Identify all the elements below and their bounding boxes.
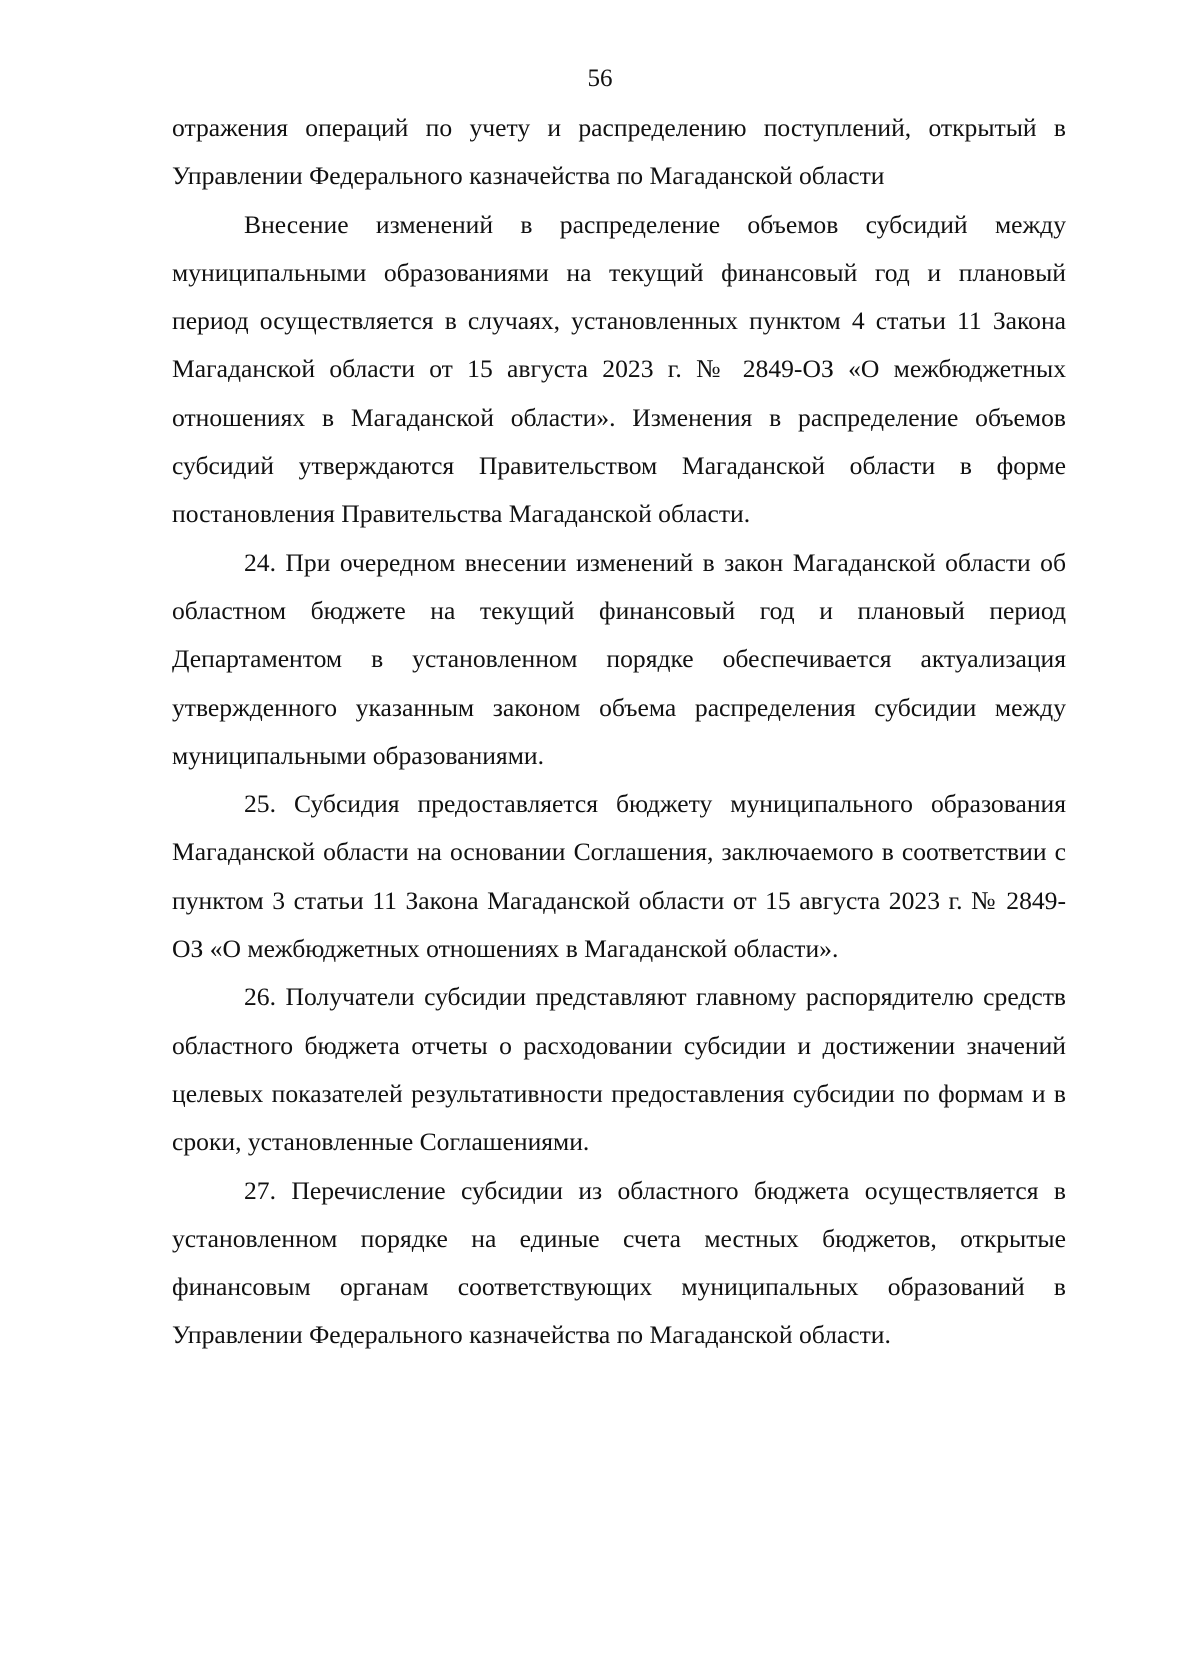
paragraph-26: 26. Получатели субсидии представляют главному распорядителю средств областного бюджета отчеты о расходовании субсидии и достижении значений целевых показателей результативности предоставления субсидии по формам и в сроки, установленные Соглашениями.: [172, 982, 1066, 1157]
paragraph-27: 27. Перечисление субсидии из областного бюджета осуществляется в установленном порядке на единые счета местных бюджетов, открытые финансовым органам соответствующих муниципальных образований в Управлении Федерального казначейства по Магаданской области.: [172, 1175, 1066, 1350]
paragraph-25: 25. Субсидия предоставляется бюджету муниципального образования Магаданской области на основании Соглашения, заключаемого в соответствии с пунктом 3 статьи 11 Закона Магаданской области от 15 августа 2023 г. № 2849-ОЗ «О межбюджетных отношениях в Магаданской области».: [172, 789, 1066, 964]
page-number: 56: [587, 65, 613, 92]
document-body: [172, 104, 1066, 1360]
paragraph-continuation: отражения операций по учету и распределению поступлений, открытый в Управлении Федерального казначейства по Магаданской области: [172, 113, 1066, 191]
paragraph-24: 24. При очередном внесении изменений в закон Магаданской области об областном бюджете на текущий финансовый год и плановый период Департаментом в установленном порядке обеспечивается актуализация утвержденного указанным законом объема распределения субсидии между муниципальными образованиями.: [172, 547, 1066, 770]
paragraph-subsidy-changes: Внесение изменений в распределение объемов субсидий между муниципальными образованиями на текущий финансовый год и плановый период осуществляется в случаях, установленных пунктом 4 статьи 11 Закона Магаданской области от 15 августа 2023 г. № 2849-ОЗ «О межбюджетных отношениях в Магаданской области». Изменения в распределение объемов субсидий утверждаются Правительством Магаданской области в форме постановления Правительства Магаданской области.: [172, 209, 1066, 529]
